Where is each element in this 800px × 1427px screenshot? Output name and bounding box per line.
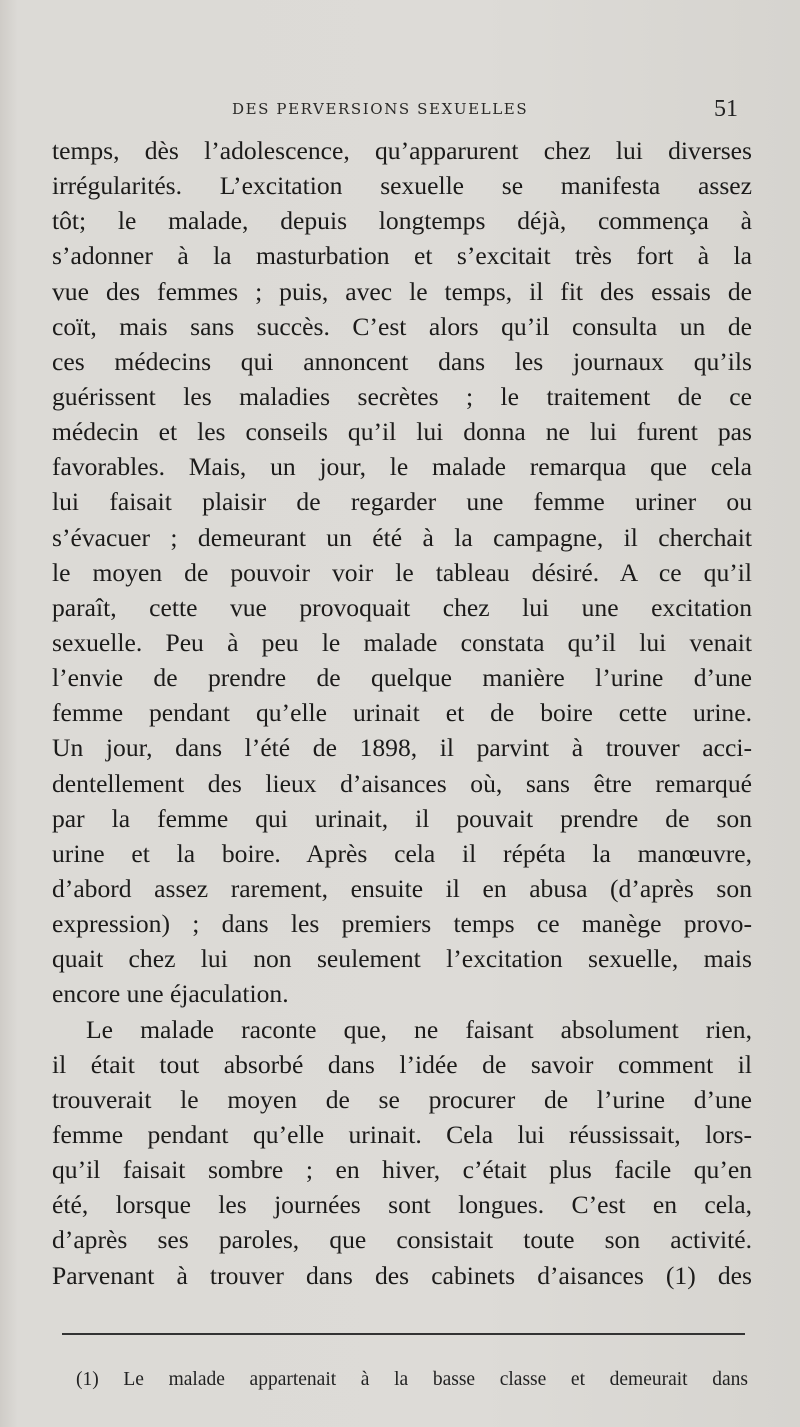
text-line: temps, dès l’adolescence, qu’apparurent chez lui diverses xyxy=(52,136,752,165)
text-line: trouverait le moyen de se procurer de l’urine d’une xyxy=(52,1084,752,1114)
text-line: été, lorsque les journées sont longues. C’est en cela, xyxy=(52,1190,752,1220)
text-line: par la femme qui urinait, il pouvait prendre de son xyxy=(52,803,752,833)
text-line: Un jour, dans l’été de 1898, il parvint à trouver acci- xyxy=(52,733,752,763)
text-line: médecin et les conseils qu’il lui donna ne lui furent pas xyxy=(52,417,752,447)
text-line: sexuelle. Peu à peu le malade constata qu’il lui venait xyxy=(52,627,752,657)
text-line: urine et la boire. Après cela il répéta la manœuvre, xyxy=(52,838,752,868)
text-line: s’adonner à la masturbation et s’excitait très fort à la xyxy=(52,241,752,271)
text-line: d’après ses paroles, que consistait toute son activité. xyxy=(52,1225,752,1255)
paragraph-start-line: Le malade raconte que, ne faisant absolument rien, xyxy=(86,1014,752,1044)
text-line: irrégularités. L’excitation sexuelle se manifesta assez xyxy=(52,171,752,201)
body-text xyxy=(52,133,752,1293)
running-title: DES PERVERSIONS SEXUELLES xyxy=(232,100,529,118)
text-line: quait chez lui non seulement l’excitation sexuelle, mais xyxy=(52,944,752,974)
text-line: lui faisait plaisir de regarder une femme uriner ou xyxy=(52,487,752,517)
text-line: vue des femmes ; puis, avec le temps, il fit des essais de xyxy=(52,276,752,306)
footnote: (1) Le malade appartenait à la basse classe et demeurait dans xyxy=(76,1369,748,1390)
text-line: coït, mais sans succès. C’est alors qu’il consulta un de xyxy=(52,311,752,341)
text-line: le moyen de pouvoir voir le tableau désiré. A ce qu’il xyxy=(52,557,752,587)
text-line: s’évacuer ; demeurant un été à la campagne, il cherchait xyxy=(52,522,752,552)
paragraph-end-line: encore une éjaculation. xyxy=(52,979,289,1009)
page-header xyxy=(0,98,800,126)
text-line: Parvenant à trouver dans des cabinets d’aisances (1) des xyxy=(52,1260,752,1290)
text-line: ces médecins qui annoncent dans les journaux qu’ils xyxy=(52,346,752,376)
text-line: femme pendant qu’elle urinait. Cela lui réussissait, lors- xyxy=(52,1119,752,1149)
text-line: d’abord assez rarement, ensuite il en abusa (d’après son xyxy=(52,873,752,903)
text-line: paraît, cette vue provoquait chez lui une excitation xyxy=(52,592,752,622)
text-line: l’envie de prendre de quelque manière l’urine d’une xyxy=(52,663,752,693)
text-line: dentellement des lieux d’aisances où, sans être remarqué xyxy=(52,768,752,798)
text-line: il était tout absorbé dans l’idée de savoir comment il xyxy=(52,1049,752,1079)
footnote-divider xyxy=(62,1333,745,1335)
text-line: expression) ; dans les premiers temps ce manège provo- xyxy=(52,909,752,939)
text-line: guérissent les maladies secrètes ; le traitement de ce xyxy=(52,381,752,411)
page-number: 51 xyxy=(714,96,738,122)
text-line: favorables. Mais, un jour, le malade remarqua que cela xyxy=(52,452,752,482)
text-line: qu’il faisait sombre ; en hiver, c’était plus facile qu’en xyxy=(52,1155,752,1185)
text-line: tôt; le malade, depuis longtemps déjà, commença à xyxy=(52,206,752,236)
text-line: femme pendant qu’elle urinait et de boire cette urine. xyxy=(52,698,752,728)
